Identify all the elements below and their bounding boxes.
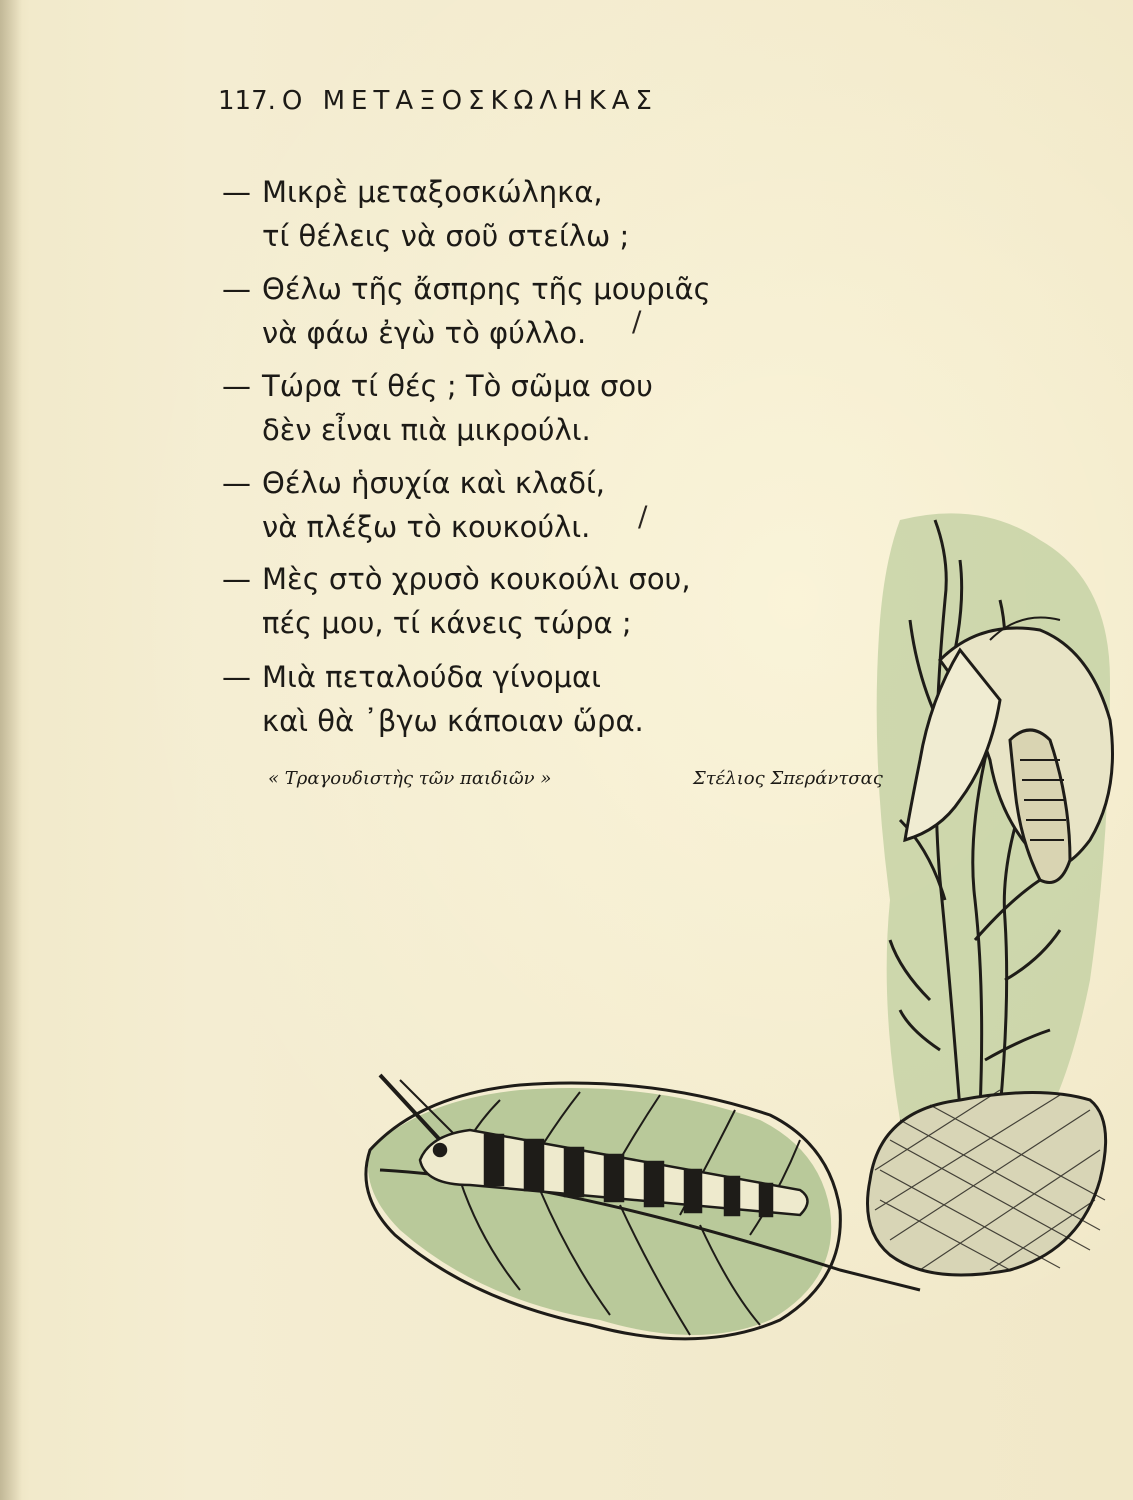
verse-text: Θέλω ἡσυχία καὶ κλαδί,	[262, 466, 605, 500]
stanza-line	[222, 364, 653, 408]
pencil-mark: /	[632, 305, 642, 338]
dash: —	[222, 175, 251, 209]
stanza-line	[222, 170, 629, 214]
stanza-line	[222, 557, 691, 601]
author-name: Στέλιος Σπεράντσας	[693, 768, 883, 789]
verse-text: Θέλω τῆς ἄσπρης τῆς μουριᾶς	[262, 272, 711, 306]
poem-title: Ο ΜΕΤΑΞΟΣΚΩΛΗΚΑΣ	[281, 86, 658, 116]
stanza-6	[222, 655, 644, 743]
dash: —	[222, 272, 251, 306]
dash: —	[222, 660, 251, 694]
verse-text: Μὲς στὸ χρυσὸ κουκούλι σου,	[262, 562, 691, 596]
stanza-5	[222, 557, 691, 645]
stanza-line: καὶ θὰ ᾽βγω κάποιαν ὥρα.	[262, 704, 644, 738]
pencil-mark: /	[638, 500, 648, 533]
verse-text: Μιὰ πεταλούδα γίνομαι	[262, 660, 601, 694]
dash: —	[222, 466, 251, 500]
stanza-line: δὲν εἶναι πιὰ μικρούλι.	[262, 413, 591, 447]
stanza-line: πές μου, τί κάνεις τώρα ;	[262, 606, 632, 640]
stanza-line: νὰ φάω ἐγὼ τὸ φύλλο.	[262, 316, 587, 350]
stanza-line: νὰ πλέξω τὸ κουκούλι.	[262, 510, 591, 544]
stanza-line	[222, 655, 644, 699]
dash: —	[222, 562, 251, 596]
stanza-4	[222, 461, 605, 549]
verse-text: Τώρα τί θές ; Τὸ σῶμα σου	[262, 369, 653, 403]
source-citation: « Τραγουδιστὴς τῶν παιδιῶν »	[268, 768, 552, 789]
dash: —	[222, 369, 251, 403]
verse-text: Μικρὲ μεταξοσκώληκα,	[262, 175, 603, 209]
stanza-3	[222, 364, 653, 452]
page-title	[218, 86, 658, 116]
stanza-1	[222, 170, 629, 258]
stanza-line	[222, 461, 605, 505]
poem-number: 117.	[218, 86, 276, 116]
stanza-line: τί θέλεις νὰ σοῦ στείλω ;	[262, 219, 630, 253]
